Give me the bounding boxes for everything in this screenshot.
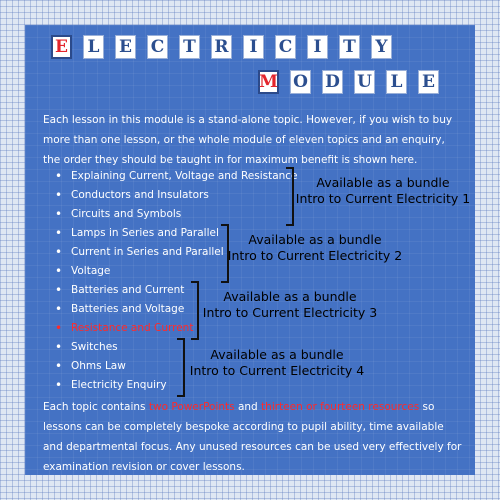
title-tile: I bbox=[307, 35, 328, 59]
footer-text: Each topic contains bbox=[43, 401, 149, 413]
bundle-line: Available as a bundle bbox=[316, 175, 450, 190]
footer-paragraph bbox=[43, 397, 463, 477]
bundle-name: Intro to Current Electricity 1 bbox=[295, 191, 471, 206]
bundle-line: Available as a bundle bbox=[248, 232, 382, 247]
title-tile: C bbox=[147, 35, 168, 59]
list-item: • Resistance and Current bbox=[71, 319, 298, 338]
list-item: • Current in Series and Parallel bbox=[71, 243, 298, 262]
title-tile: E bbox=[115, 35, 136, 59]
title-tile: D bbox=[322, 70, 343, 94]
footer-text: so lessons can be completely bespoke according to pupil ability, time available and departmental focus. Any unused resources can be used very effectively for examination revision or cover lessons. bbox=[43, 401, 462, 473]
title-tile: M bbox=[259, 72, 278, 92]
list-item: • Circuits and Symbols bbox=[71, 205, 298, 224]
bundle-label-1 bbox=[293, 175, 473, 207]
bundle-label-3 bbox=[197, 289, 383, 321]
list-item: • Batteries and Voltage bbox=[71, 300, 298, 319]
bundle-line: Available as a bundle bbox=[223, 289, 357, 304]
module-panel bbox=[25, 25, 475, 475]
title-tile: C bbox=[275, 35, 296, 59]
highlight-resources: thirteen or fourteen resources bbox=[261, 401, 420, 413]
title-tile: Y bbox=[371, 35, 392, 59]
list-item: • Switches bbox=[71, 338, 298, 357]
intro-paragraph: Each lesson in this module is a stand-alone topic. However, if you wish to buy more than one lesson, or the whole module of eleven topics and an enquiry, the order they should be taught in for maximum benefit is shown here. bbox=[43, 114, 453, 166]
list-item: • Electricity Enquiry bbox=[71, 376, 298, 395]
bundle-label-2 bbox=[227, 232, 403, 264]
list-item: • Explaining Current, Voltage and Resistance bbox=[71, 167, 298, 186]
bundle-line: Available as a bundle bbox=[210, 347, 344, 362]
title-tile: T bbox=[179, 35, 200, 59]
bundle-name: Intro to Current Electricity 3 bbox=[202, 305, 378, 320]
title-tile: I bbox=[243, 35, 264, 59]
list-item: • Lamps in Series and Parallel bbox=[71, 224, 298, 243]
title-tile: E bbox=[51, 35, 72, 59]
title-tile: L bbox=[83, 35, 104, 59]
footer-text: and bbox=[234, 401, 262, 413]
title-tile: U bbox=[354, 70, 375, 94]
list-item: • Ohms Law bbox=[71, 357, 298, 376]
bundle-label-4 bbox=[183, 347, 371, 379]
list-item: • Batteries and Current bbox=[71, 281, 298, 300]
list-item: • Conductors and Insulators bbox=[71, 186, 298, 205]
title-tile: E bbox=[418, 70, 439, 94]
highlight-powerpoints: two PowerPoints bbox=[148, 401, 235, 413]
title-tile: O bbox=[290, 70, 311, 94]
title-word-module bbox=[258, 70, 439, 94]
list-item: • Voltage bbox=[71, 262, 298, 281]
title-tile: L bbox=[386, 70, 407, 94]
bundle-name: Intro to Current Electricity 2 bbox=[227, 248, 403, 263]
title-tile: T bbox=[339, 35, 360, 59]
title-word-electricity bbox=[51, 35, 392, 59]
bundle-name: Intro to Current Electricity 4 bbox=[189, 363, 365, 378]
title-tile: R bbox=[211, 35, 232, 59]
